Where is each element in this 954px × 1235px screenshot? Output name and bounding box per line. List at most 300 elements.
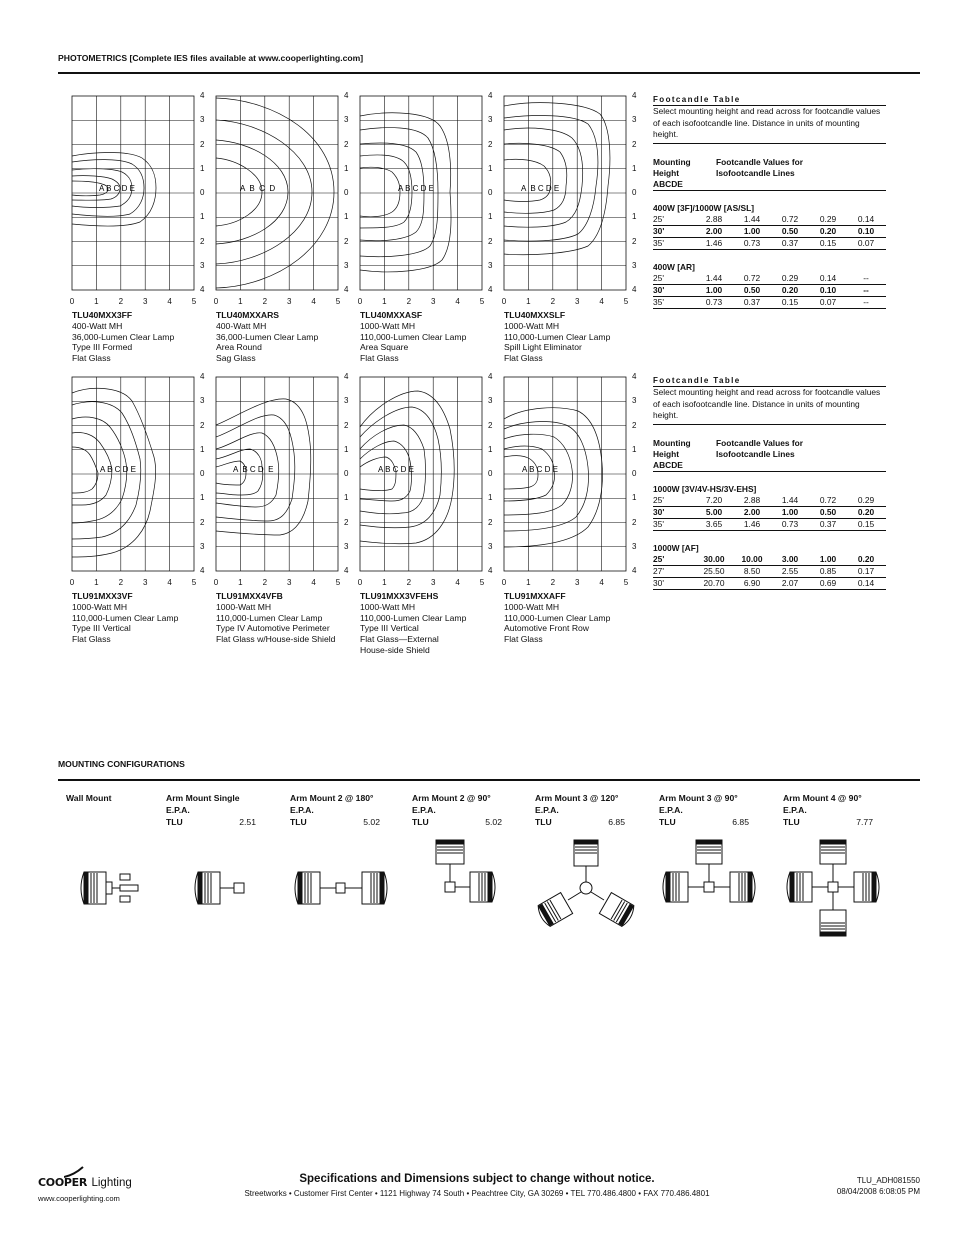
epa-row — [166, 816, 256, 828]
table-cell: 1.44 — [705, 272, 723, 283]
x-tick-label: 1 — [382, 297, 387, 306]
chart-caption — [72, 591, 222, 645]
table-cell: 2.88 — [705, 213, 723, 224]
letter-head: E — [677, 178, 683, 189]
y-tick-label: 1 — [632, 444, 637, 454]
x-tick-label: 4 — [455, 578, 460, 587]
letter-head: E — [677, 459, 683, 470]
y-tick-label: 2 — [200, 517, 205, 527]
y-tick-label: 0 — [488, 188, 493, 197]
y-tick-label: 2 — [344, 517, 349, 527]
footcandle-title: Footcandle Table — [653, 376, 886, 387]
x-tick-label: 0 — [501, 297, 507, 306]
contour-labels: A B C D E — [522, 465, 559, 474]
table-cell: 0.20 — [781, 284, 799, 295]
contour-labels: A B C D E — [233, 465, 274, 474]
table-cell: 0.73 — [743, 237, 761, 248]
letter-head: B — [659, 459, 666, 470]
table-cell: 0.72 — [743, 272, 761, 283]
table-cell: 30' — [653, 225, 665, 236]
epa-value: 7.77 — [856, 817, 873, 827]
arm-mount-2-180-drawing — [292, 868, 390, 908]
lamp-section: 1000W [AF] — [653, 542, 699, 553]
table-cell: 0.69 — [819, 577, 837, 588]
logo-word: Lighting — [91, 1177, 132, 1189]
table-cell: 1.00 — [743, 225, 761, 236]
lamp-section: 400W [AR] — [653, 261, 695, 272]
y-tick-label: 1 — [344, 212, 349, 222]
lamp-section: 400W [3F]/1000W [AS/SL] — [653, 202, 754, 213]
table-cell: 0.85 — [819, 565, 837, 576]
mount-name: Wall Mount — [66, 793, 112, 803]
y-tick-label: 3 — [488, 115, 493, 125]
x-tick-label: 0 — [501, 578, 507, 587]
x-tick-label: 1 — [526, 297, 531, 306]
table-cell: 0.15 — [857, 518, 875, 529]
spec-line: 110,000-Lumen Clear Lamp — [360, 612, 467, 623]
x-tick-label: 2 — [118, 578, 124, 587]
table-cell: 2.00 — [705, 225, 723, 236]
mount-config — [290, 792, 380, 828]
table-cell: 7.20 — [705, 494, 723, 505]
x-tick-label: 2 — [550, 297, 556, 306]
y-tick-label: 2 — [488, 420, 493, 430]
mount-name: Arm Mount 4 @ 90° — [783, 793, 862, 803]
photometric-plot — [72, 96, 194, 290]
letter-head: A — [653, 459, 660, 470]
chart-caption — [216, 591, 366, 645]
y-tick-label: 2 — [200, 420, 205, 430]
y-tick-label: 2 — [200, 236, 205, 246]
x-tick-label: 1 — [94, 297, 99, 306]
epa-label: E.P.A. — [412, 805, 436, 815]
table-row — [653, 226, 886, 238]
x-tick-label: 0 — [357, 578, 363, 587]
table-cell: 3.65 — [705, 518, 723, 529]
y-tick-label: 1 — [200, 444, 205, 454]
spec-line: 1000-Watt MH — [360, 320, 416, 331]
y-tick-label: 2 — [200, 139, 205, 149]
spec-line: Sag Glass — [216, 353, 256, 364]
y-tick-label: 1 — [344, 163, 349, 173]
model-number: TLU40MXXSLF — [504, 310, 566, 320]
table-cell: 0.50 — [819, 506, 837, 517]
chart-caption — [504, 310, 654, 364]
x-tick-label: 3 — [430, 297, 436, 306]
table-cell: 0.20 — [857, 506, 875, 517]
contour-labels: A B C D E — [378, 465, 415, 474]
table-cell: 0.72 — [781, 213, 799, 224]
x-tick-label: 1 — [382, 578, 387, 587]
epa-model: TLU — [412, 817, 429, 827]
x-tick-label: 1 — [238, 578, 243, 587]
y-tick-label: 3 — [200, 396, 205, 406]
spec-line: 1000-Watt MH — [504, 601, 560, 612]
y-tick-label: 2 — [632, 139, 637, 149]
x-tick-label: 3 — [286, 578, 292, 587]
y-tick-label: 3 — [200, 541, 205, 551]
y-tick-label: 4 — [488, 285, 493, 294]
chart-caption — [216, 310, 366, 364]
y-tick-label: 4 — [632, 566, 637, 575]
x-tick-label: 5 — [623, 578, 629, 587]
y-tick-label: 4 — [344, 566, 349, 575]
x-tick-label: 5 — [479, 578, 485, 587]
x-tick-label: 0 — [213, 297, 219, 306]
photometric-plot — [504, 96, 626, 290]
mount-name: Arm Mount 2 @ 90° — [412, 793, 491, 803]
mount-name: Arm Mount 3 @ 120° — [535, 793, 619, 803]
model-number: TLU91MXX3VF — [72, 591, 133, 601]
y-tick-label: 0 — [344, 188, 349, 197]
photometric-plot — [504, 377, 626, 571]
y-tick-label: 4 — [632, 285, 637, 294]
x-tick-label: 5 — [191, 297, 197, 306]
table-cell: 0.50 — [781, 225, 799, 236]
model-number: TLU40MXX3FF — [72, 310, 133, 320]
epa-row — [412, 816, 502, 828]
table-row — [653, 297, 886, 309]
y-tick-label: 3 — [344, 396, 349, 406]
table-cell: 0.37 — [819, 518, 837, 529]
spec-line: Flat Glass — [72, 634, 111, 645]
table-cell: 35' — [653, 237, 664, 248]
photometric-plot — [360, 377, 482, 571]
y-tick-label: 1 — [200, 163, 205, 173]
table-cell: 0.17 — [857, 565, 875, 576]
table-cell: 0.50 — [743, 284, 761, 295]
table-cell: 3.00 — [781, 553, 799, 564]
x-tick-label: 4 — [599, 297, 604, 306]
chart-caption — [504, 591, 654, 645]
table-cell: 0.07 — [857, 237, 875, 248]
model-number: TLU91MXX3VFEHS — [360, 591, 439, 601]
spec-line: 110,000-Lumen Clear Lamp — [504, 612, 611, 623]
y-tick-label: 0 — [488, 469, 493, 478]
photometric-plot — [216, 377, 338, 571]
y-tick-label: 3 — [344, 260, 349, 270]
spec-line: House-side Shield — [360, 644, 430, 655]
table-cell: 0.72 — [819, 494, 837, 505]
arm-mount-3-90-drawing — [660, 838, 758, 914]
table-cell: 30' — [653, 577, 664, 588]
table-cell: 0.37 — [743, 296, 761, 307]
x-tick-label: 3 — [430, 578, 436, 587]
mount-config — [535, 792, 625, 828]
epa-value: 6.85 — [608, 817, 625, 827]
epa-row — [535, 816, 625, 828]
table-cell: 0.07 — [819, 296, 837, 307]
y-tick-label: 1 — [488, 444, 493, 454]
mounting-rule — [58, 779, 920, 781]
epa-row — [290, 816, 380, 828]
epa-label: E.P.A. — [290, 805, 314, 815]
wall-mount-drawing — [74, 868, 140, 908]
model-number: TLU91MXXAFF — [504, 591, 566, 601]
y-tick-label: 2 — [632, 236, 637, 246]
spec-line: 110,000-Lumen Clear Lamp — [360, 331, 467, 342]
table-row — [653, 273, 886, 285]
spec-line: Automotive Front Row — [504, 623, 590, 634]
epa-row — [659, 816, 749, 828]
spec-line: Type III Vertical — [360, 623, 419, 634]
y-tick-label: 1 — [488, 493, 493, 503]
spec-line: Flat Glass w/House-side Shield — [216, 634, 336, 645]
contour-labels: A B C D E — [398, 184, 435, 193]
header-rule — [58, 72, 920, 74]
x-tick-label: 1 — [526, 578, 531, 587]
table-cell: -- — [863, 296, 869, 307]
y-tick-label: 1 — [344, 444, 349, 454]
x-tick-label: 1 — [94, 578, 99, 587]
y-tick-label: 3 — [632, 260, 637, 270]
change-notice: Specifications and Dimensions subject to change without notice. — [299, 1173, 655, 1185]
y-tick-label: 1 — [488, 212, 493, 222]
y-tick-label: 0 — [200, 469, 205, 478]
y-tick-label: 2 — [488, 139, 493, 149]
footcandle-description: Select mounting height and read across for footcandle values of each isofootcandle line. Distance in units of mounting height. — [653, 387, 886, 425]
letter-head: D — [671, 459, 678, 470]
table-row — [653, 566, 886, 578]
table-row — [653, 578, 886, 590]
table-cell: 0.29 — [857, 494, 875, 505]
table-cell: -- — [863, 284, 869, 295]
spec-line: 36,000-Lumen Clear Lamp — [216, 331, 319, 342]
address-line: Streetworks • Customer First Center • 1121 Highway 74 South • Peachtree City, GA 30269 • TEL 770.486.4800 • FAX 770.486.4801 — [244, 1189, 710, 1198]
spec-line: Flat Glass — [72, 353, 111, 364]
x-tick-label: 3 — [142, 578, 148, 587]
table-row — [653, 507, 886, 519]
arm-mount-single-drawing — [190, 868, 250, 908]
table-cell: 30' — [653, 284, 665, 295]
table-cell: -- — [863, 272, 869, 283]
spec-line: Type IV Automotive Perimeter — [216, 623, 330, 634]
footcandle-table-1 — [653, 95, 886, 309]
table-cell: 0.14 — [819, 272, 837, 283]
doc-id: TLU_ADH081550 — [856, 1176, 920, 1185]
table-cell: 1.44 — [781, 494, 799, 505]
footcandle-values-head: Footcandle Values for Isofootcandle Lines — [716, 437, 804, 459]
mount-config — [659, 792, 749, 828]
photometric-plot — [216, 96, 338, 290]
spec-line: Flat Glass — [360, 353, 399, 364]
footcandle-values-head: Footcandle Values for Isofootcandle Lines — [716, 156, 804, 178]
epa-row — [783, 816, 873, 828]
y-tick-label: 4 — [344, 91, 349, 100]
table-cell: 25' — [653, 272, 664, 283]
mounting-heading: MOUNTING CONFIGURATIONS — [58, 759, 185, 769]
y-tick-label: 0 — [344, 469, 349, 478]
mount-config — [412, 792, 502, 828]
x-tick-label: 2 — [406, 297, 412, 306]
epa-label: E.P.A. — [166, 805, 190, 815]
y-tick-label: 4 — [200, 566, 205, 575]
table-cell: 25' — [653, 213, 664, 224]
y-tick-label: 1 — [344, 493, 349, 503]
table-cell: 0.29 — [819, 213, 837, 224]
x-tick-label: 0 — [69, 578, 75, 587]
chart-caption — [360, 591, 510, 656]
lamp-section: 1000W [3V/4V-HS/3V-EHS] — [653, 483, 757, 494]
mounting-height-head: Mounting Height — [653, 437, 691, 459]
y-tick-label: 3 — [200, 260, 205, 270]
epa-label: E.P.A. — [659, 805, 683, 815]
spec-line: 400-Watt MH — [216, 320, 267, 331]
x-tick-label: 2 — [262, 578, 268, 587]
mount-config — [66, 792, 156, 804]
column-headings — [653, 157, 886, 179]
table-cell: 25.50 — [703, 565, 725, 576]
y-tick-label: 4 — [488, 91, 493, 100]
footcandle-description: Select mounting height and read across for footcandle values of each isofootcandle line. Distance in units of mounting height. — [653, 106, 886, 144]
y-tick-label: 0 — [632, 188, 637, 197]
x-tick-label: 5 — [191, 578, 197, 587]
letter-head: B — [659, 178, 666, 189]
table-cell: 2.07 — [781, 577, 799, 588]
table-cell: 1.00 — [705, 284, 723, 295]
arm-mount-4-90-drawing — [784, 838, 882, 940]
table-cell: 25' — [653, 553, 665, 564]
doc-date: 08/04/2008 6:08:05 PM — [836, 1187, 920, 1196]
mount-name: Arm Mount 3 @ 90° — [659, 793, 738, 803]
mount-name: Arm Mount 2 @ 180° — [290, 793, 374, 803]
table-cell: 1.00 — [819, 553, 837, 564]
y-tick-label: 2 — [488, 517, 493, 527]
epa-value: 6.85 — [732, 817, 749, 827]
table-cell: 1.46 — [743, 518, 761, 529]
y-tick-label: 1 — [488, 163, 493, 173]
table-cell: 0.15 — [781, 296, 799, 307]
x-tick-label: 4 — [311, 297, 316, 306]
spec-line: 400-Watt MH — [72, 320, 123, 331]
table-row — [653, 238, 886, 250]
letter-head: C — [665, 178, 672, 189]
x-tick-label: 4 — [167, 578, 172, 587]
y-tick-label: 3 — [344, 115, 349, 125]
y-tick-label: 3 — [632, 396, 637, 406]
table-cell: 0.29 — [781, 272, 799, 283]
y-tick-label: 3 — [344, 541, 349, 551]
x-tick-label: 2 — [406, 578, 412, 587]
y-tick-label: 4 — [200, 285, 205, 294]
photometrics-heading: PHOTOMETRICS [Complete IES files available at www.cooperlighting.com] — [58, 53, 364, 63]
x-tick-label: 4 — [167, 297, 172, 306]
y-tick-label: 4 — [344, 372, 349, 381]
table-cell: 1.44 — [743, 213, 761, 224]
x-tick-label: 0 — [69, 297, 75, 306]
table-cell: 0.10 — [819, 284, 837, 295]
table-row — [653, 519, 886, 531]
table-cell: 1.46 — [705, 237, 723, 248]
table-cell: 30' — [653, 506, 665, 517]
table-cell: 2.55 — [781, 565, 799, 576]
isoline-letters — [653, 460, 886, 472]
table-cell: 27' — [653, 565, 664, 576]
spec-line: 110,000-Lumen Clear Lamp — [216, 612, 323, 623]
mount-name: Arm Mount Single — [166, 793, 240, 803]
table-cell: 8.50 — [743, 565, 761, 576]
y-tick-label: 3 — [488, 541, 493, 551]
isofootcandle-contours — [504, 103, 610, 255]
x-tick-label: 3 — [286, 297, 292, 306]
spec-line: Type III Formed — [72, 342, 133, 353]
spec-line: 1000-Watt MH — [504, 320, 560, 331]
epa-model: TLU — [290, 817, 307, 827]
x-tick-label: 4 — [455, 297, 460, 306]
y-tick-label: 2 — [344, 139, 349, 149]
y-tick-label: 4 — [200, 372, 205, 381]
y-tick-label: 4 — [632, 372, 637, 381]
table-cell: 2.00 — [743, 506, 761, 517]
chart-caption — [360, 310, 510, 364]
contour-labels: A B C D E — [99, 184, 136, 193]
y-tick-label: 1 — [632, 163, 637, 173]
x-tick-label: 3 — [574, 297, 580, 306]
epa-value: 5.02 — [363, 817, 380, 827]
table-cell: 0.14 — [857, 577, 875, 588]
isofootcandle-contours — [504, 408, 602, 547]
mount-config — [783, 792, 873, 828]
y-tick-label: 4 — [344, 285, 349, 294]
y-tick-label: 3 — [488, 396, 493, 406]
table-cell: 0.73 — [705, 296, 723, 307]
table-cell: 6.90 — [743, 577, 761, 588]
y-tick-label: 3 — [632, 541, 637, 551]
table-cell: 2.88 — [743, 494, 761, 505]
spec-line: 1000-Watt MH — [72, 601, 128, 612]
column-headings — [653, 438, 886, 460]
table-cell: 10.00 — [741, 553, 763, 564]
epa-label: E.P.A. — [535, 805, 559, 815]
spec-line: 1000-Watt MH — [360, 601, 416, 612]
mounting-height-head: Mounting Height — [653, 156, 691, 178]
letter-head: D — [671, 178, 678, 189]
table-row — [653, 214, 886, 226]
x-tick-label: 5 — [623, 297, 629, 306]
arm-mount-3-120-drawing — [538, 838, 634, 924]
table-cell: 0.20 — [819, 225, 837, 236]
x-tick-label: 3 — [574, 578, 580, 587]
spec-line: Flat Glass — [504, 353, 543, 364]
contour-labels: A B C D — [240, 184, 276, 193]
epa-model: TLU — [659, 817, 676, 827]
spec-line: 110,000-Lumen Clear Lamp — [72, 612, 179, 623]
arm-mount-2-90-drawing — [432, 838, 500, 912]
isoline-letters — [653, 179, 886, 191]
table-cell: 0.14 — [857, 213, 875, 224]
spec-line: 36,000-Lumen Clear Lamp — [72, 331, 175, 342]
x-tick-label: 5 — [335, 297, 341, 306]
mount-config — [166, 792, 256, 828]
spec-line: Area Round — [216, 342, 262, 353]
website-link[interactable]: www.cooperlighting.com — [38, 1194, 120, 1203]
x-tick-label: 0 — [357, 297, 363, 306]
table-cell: 0.37 — [781, 237, 799, 248]
table-cell: 20.70 — [703, 577, 725, 588]
spec-line: Area Square — [360, 342, 409, 353]
y-tick-label: 3 — [632, 115, 637, 125]
x-tick-label: 5 — [335, 578, 341, 587]
y-tick-label: 4 — [200, 91, 205, 100]
y-tick-label: 1 — [200, 212, 205, 222]
contour-labels: A B C D E — [521, 184, 560, 193]
letter-head: C — [665, 459, 672, 470]
model-number: TLU40MXXASF — [360, 310, 423, 320]
epa-model: TLU — [166, 817, 183, 827]
table-cell: 35' — [653, 518, 664, 529]
epa-model: TLU — [535, 817, 552, 827]
y-tick-label: 2 — [344, 236, 349, 246]
